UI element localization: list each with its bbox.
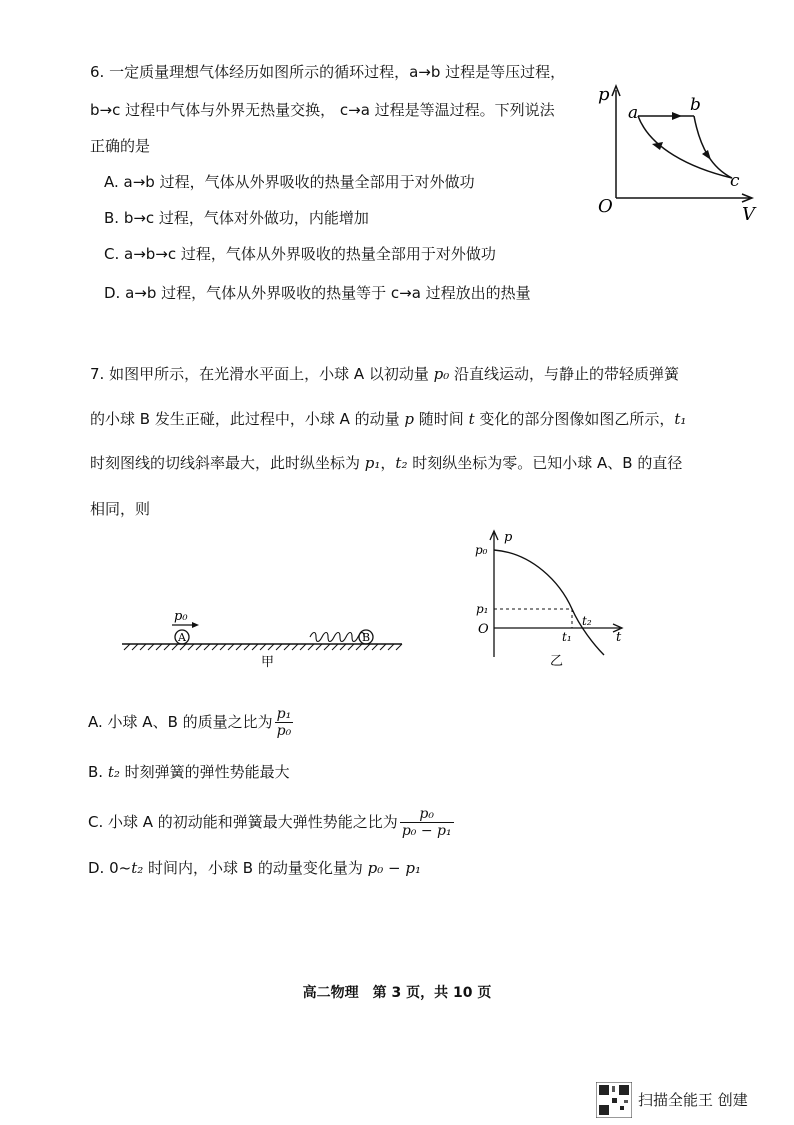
q6-option-b: B. b→c 过程，气体对外做功，内能增加 — [104, 209, 369, 227]
q6-option-c: C. a→b→c 过程，气体从外界吸收的热量全部用于对外做功 — [104, 245, 496, 263]
q7-spring — [310, 633, 364, 642]
q7-option-a-text: A. 小球 A、B 的质量之比为 — [88, 713, 273, 731]
scanner-brand-text: 扫描全能王 创建 — [638, 1091, 748, 1109]
q7-option-c-fraction — [400, 806, 454, 839]
q7-option-c — [88, 800, 454, 844]
q7-t2-symbol: t₂ — [395, 454, 408, 472]
q7-jia-caption: 甲 — [261, 655, 275, 670]
q7-line1-text-a: 7. 如图甲所示，在光滑水平面上，小球 A 以初动量 — [90, 365, 434, 383]
q7-stem-line-4: 相同，则 — [90, 500, 151, 518]
scanner-logo-icon — [596, 1082, 632, 1118]
q7-option-a-fraction — [275, 706, 294, 739]
q6-option-a: A. a→b 过程，气体从外界吸收的热量全部用于对外做功 — [104, 173, 475, 191]
q7-t1-symbol: t₁ — [674, 410, 687, 428]
q6-point-b-label: b — [690, 95, 701, 115]
q7-option-c-numerator: p₀ — [400, 806, 454, 823]
q7-line2-text-a: 的小球 B 发生正碰，此过程中，小球 A 的动量 — [90, 410, 405, 428]
q7-figure-yi — [472, 527, 632, 669]
q7-t-symbol: t — [468, 410, 475, 428]
q7-ground-hatching — [124, 644, 402, 650]
q7-p-symbol: p — [404, 410, 415, 428]
q6-origin-label: O — [598, 196, 613, 217]
q7-yi-axis-t-label: t — [616, 630, 622, 645]
q7-option-a — [88, 700, 293, 744]
q7-yi-axis-p-label: p — [504, 530, 513, 545]
q7-option-b-t2: t₂ — [107, 763, 120, 781]
q7-stem-line-3 — [90, 453, 682, 473]
q7-stem-line-2 — [90, 409, 686, 429]
q7-stem-line-1 — [90, 364, 679, 384]
q7-yi-p0-label: p₀ — [475, 543, 488, 557]
q7-p0-symbol: p₀ — [433, 365, 450, 383]
q7-option-c-text: C. 小球 A 的初动能和弹簧最大弹性势能之比为 — [88, 813, 398, 831]
q7-option-d-expression: p₀ − p₁ — [367, 859, 421, 877]
q6-pv-diagram — [590, 78, 770, 228]
q7-yi-origin-label: O — [478, 622, 489, 637]
q7-line2-text-c: 变化的部分图像如图乙所示， — [474, 410, 675, 428]
q7-line2-text-b: 随时间 — [414, 410, 469, 428]
q6-stem-line-3: 正确的是 — [90, 137, 151, 155]
q7-yi-t1-label: t₁ — [562, 630, 572, 644]
q7-option-b-prefix: B. — [88, 763, 108, 781]
q7-line1-text-b: 沿直线运动，与静止的带轻质弹簧 — [449, 365, 680, 383]
q7-option-a-numerator: p₁ — [276, 706, 292, 722]
q7-option-d-text: D. 0~ — [88, 859, 132, 877]
q7-yi-curve — [494, 550, 604, 655]
q7-option-a-denominator: p₀ — [276, 723, 292, 739]
q7-yi-caption: 乙 — [550, 654, 564, 669]
q6-axis-v-label: V — [742, 204, 755, 225]
page-footer: 高二物理 第 3 页，共 10 页 — [302, 985, 492, 1001]
q7-jia-arrow-label: p₀ — [174, 609, 188, 624]
q7-line3-text-a: 时刻图线的切线斜率最大，此时纵坐标为 — [90, 454, 365, 472]
q7-yi-p1-label: p₁ — [476, 602, 489, 616]
q7-option-b-text: 时刻弹簧的弹性势能最大 — [119, 763, 290, 781]
q6-stem-line-1: 6. 一定质量理想气体经历如图所示的循环过程，a→b 过程是等压过程， — [90, 63, 566, 81]
q7-option-d-t2: t₂ — [131, 859, 144, 877]
q6-point-c-label: c — [730, 171, 740, 191]
q7-p1-symbol: p₁ — [364, 454, 381, 472]
q7-line3-text-b: ， — [380, 454, 396, 472]
q7-figure-jia — [118, 606, 408, 670]
q7-ball-b-label: B — [362, 631, 371, 644]
q7-line3-text-c: 时刻纵坐标为零。已知小球 A、B 的直径 — [407, 454, 683, 472]
q7-yi-t2-label: t₂ — [582, 614, 592, 628]
q7-ball-a-label: A — [178, 631, 186, 644]
q6-point-a-label: a — [628, 103, 639, 123]
q7-option-d-text-2: 时间内，小球 B 的动量变化量为 — [143, 859, 368, 877]
q6-option-d: D. a→b 过程，气体从外界吸收的热量等于 c→a 过程放出的热量 — [104, 284, 531, 302]
q6-axis-p-label: p — [598, 84, 610, 105]
q6-stem-line-2: b→c 过程中气体与外界无热量交换， c→a 过程是等温过程。下列说法 — [90, 101, 555, 119]
q7-option-c-denominator: p₀ − p₁ — [401, 823, 452, 839]
q7-option-d — [88, 858, 421, 878]
q7-option-b — [88, 762, 290, 782]
